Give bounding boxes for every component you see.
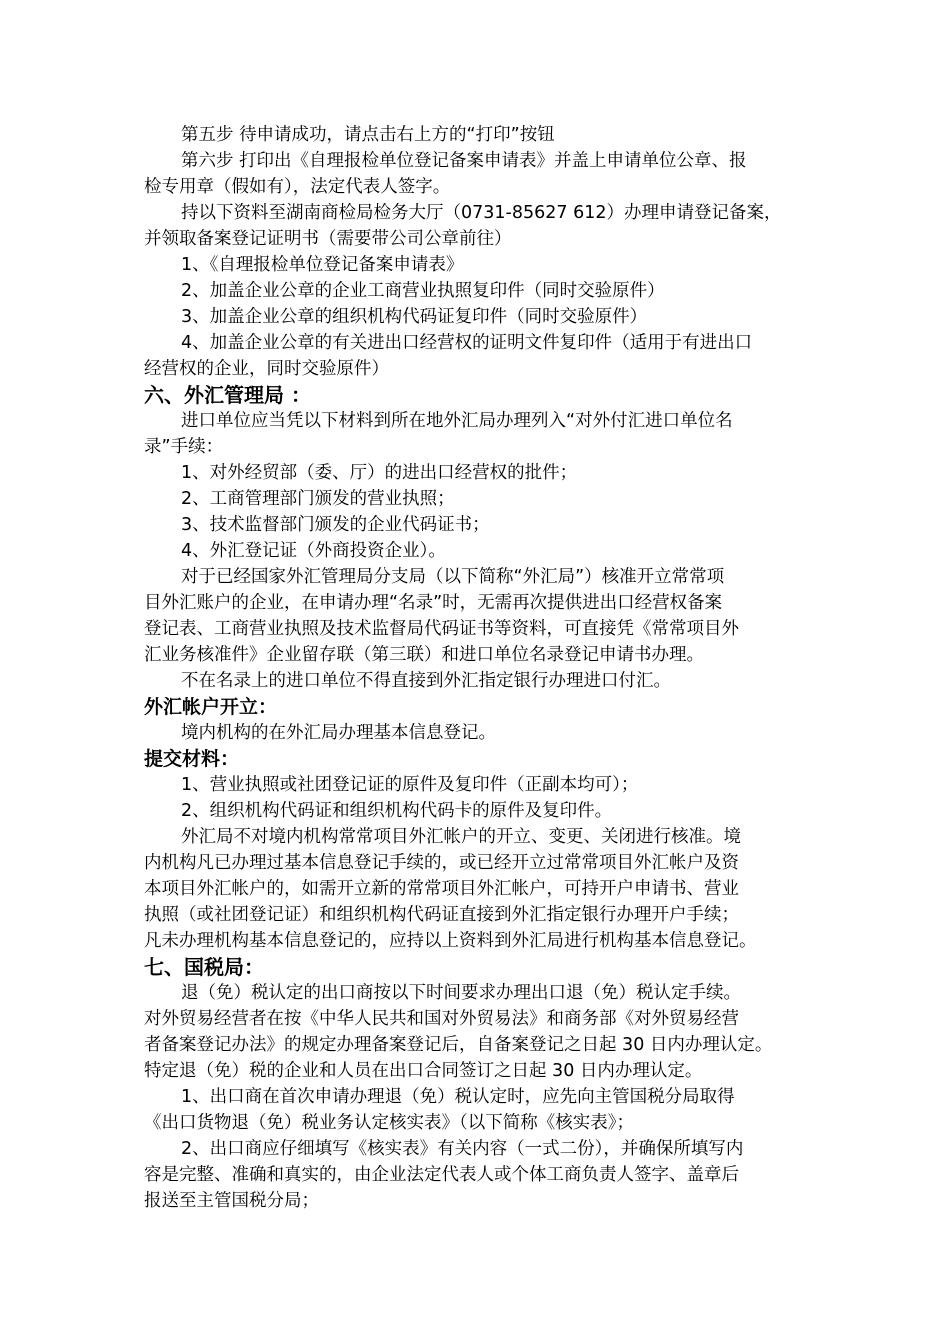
text-line: 录”手续： bbox=[144, 437, 224, 457]
text-line: 1、对外经贸部（委、厅）的进出口经营权的批件； bbox=[181, 463, 578, 483]
text-line: 2、工商管理部门颁发的营业执照； bbox=[181, 489, 455, 509]
text-line: 4、外汇登记证（外商投资企业）。 bbox=[181, 541, 446, 561]
text-line: 目外汇账户的企业，在申请办理“名录”时，无需再次提供进出口经营权备案 bbox=[144, 593, 723, 613]
section-heading: 外汇帐户开立： bbox=[144, 696, 278, 718]
text-line: 1、营业执照或社团登记证的原件及复印件（正副本均可）； bbox=[181, 775, 639, 795]
text-line: 进口单位应当凭以下材料到所在地外汇局办理列入“对外付汇进口单位名 bbox=[181, 411, 733, 431]
text-line: 第六步 打印出《自理报检单位登记备案申请表》并盖上申请单位公章、报 bbox=[181, 151, 747, 171]
text-line: 容是完整、准确和真实的，由企业法定代表人或个体工商负责人签字、盖章后 bbox=[144, 1165, 739, 1185]
text-line: 凡未办理机构基本信息登记的，应持以上资料到外汇局进行机构基本信息登记。 bbox=[144, 931, 757, 951]
text-line: 外汇局不对境内机构常常项目外汇帐户的开立、变更、关闭进行核准。境 bbox=[181, 827, 741, 847]
text-line: 退（免）税认定的出口商按以下时间要求办理出口退（免）税认定手续。 bbox=[181, 983, 741, 1003]
text-line: 1、出口商在首次申请办理退（免）税认定时，应先向主管国税分局取得 bbox=[181, 1087, 735, 1107]
text-line: 4、加盖企业公章的有关进出口经营权的证明文件复印件（适用于有进出口 bbox=[181, 333, 753, 353]
text-line: 2、组织机构代码证和组织机构代码卡的原件及复印件。 bbox=[181, 801, 613, 821]
text-line: 《出口货物退（免）税业务认定核实表》（以下简称《核实表》； bbox=[144, 1113, 634, 1133]
section-heading: 六、外汇管理局 ： bbox=[144, 383, 311, 407]
text-line: 对外贸易经营者在按《中华人民共和国对外贸易法》和商务部《对外贸易经营 bbox=[144, 1009, 739, 1029]
text-line: 执照（或社团登记证）和组织机构代码证直接到外汇指定银行办理开户手续； bbox=[144, 905, 739, 925]
text-line: 3、技术监督部门颁发的企业代码证书； bbox=[181, 515, 490, 535]
text-line: 1、《自理报检单位登记备案申请表》 bbox=[181, 255, 464, 275]
text-line: 经营权的企业，同时交验原件） bbox=[144, 359, 389, 379]
text-line: 者备案登记办法》的规定办理备案登记后，自备案登记之日起 30 日内办理认定。 bbox=[144, 1035, 773, 1055]
text-line: 持以下资料至湖南商检局检务大厅（0731-85627 612）办理申请登记备案， bbox=[181, 203, 782, 223]
text-line: 并领取备案登记证明书（需要带公司公章前往） bbox=[144, 229, 512, 249]
text-line: 报送至主管国税分局； bbox=[144, 1191, 319, 1211]
text-line: 境内机构的在外汇局办理基本信息登记。 bbox=[181, 723, 496, 743]
text-line: 特定退（免）税的企业和人员在出口合同签订之日起 30 日内办理认定。 bbox=[144, 1061, 703, 1081]
section-heading: 七、国税局： bbox=[144, 955, 264, 979]
text-line: 2、加盖企业公章的企业工商营业执照复印件（同时交验原件） bbox=[181, 281, 665, 301]
text-line: 检专用章（假如有），法定代表人签字。 bbox=[144, 177, 451, 197]
text-line: 登记表、工商营业执照及技术监督局代码证书等资料，可直接凭《常常项目外 bbox=[144, 619, 739, 639]
text-line: 第五步 待申请成功，请点击右上方的“打印”按钮 bbox=[181, 125, 555, 145]
text-line: 对于已经国家外汇管理局分支局（以下简称“外汇局”）核准开立常常项 bbox=[181, 567, 725, 587]
text-line: 2、出口商应仔细填写《核实表》有关内容（一式二份），并确保所填写内 bbox=[181, 1139, 744, 1159]
text-line: 3、加盖企业公章的组织机构代码证复印件（同时交验原件） bbox=[181, 307, 648, 327]
section-heading: 提交材料： bbox=[144, 748, 240, 770]
text-line: 汇业务核准件》企业留存联（第三联）和进口单位名录登记申请书办理。 bbox=[144, 645, 704, 665]
text-line: 内机构凡已办理过基本信息登记手续的，或已经开立过常常项目外汇帐户及资 bbox=[144, 853, 739, 873]
text-line: 本项目外汇帐户的，如需开立新的常常项目外汇帐户，可持开户申请书、营业 bbox=[144, 879, 739, 899]
document-page bbox=[144, 122, 814, 1214]
text-line: 不在名录上的进口单位不得直接到外汇指定银行办理进口付汇。 bbox=[181, 671, 671, 691]
